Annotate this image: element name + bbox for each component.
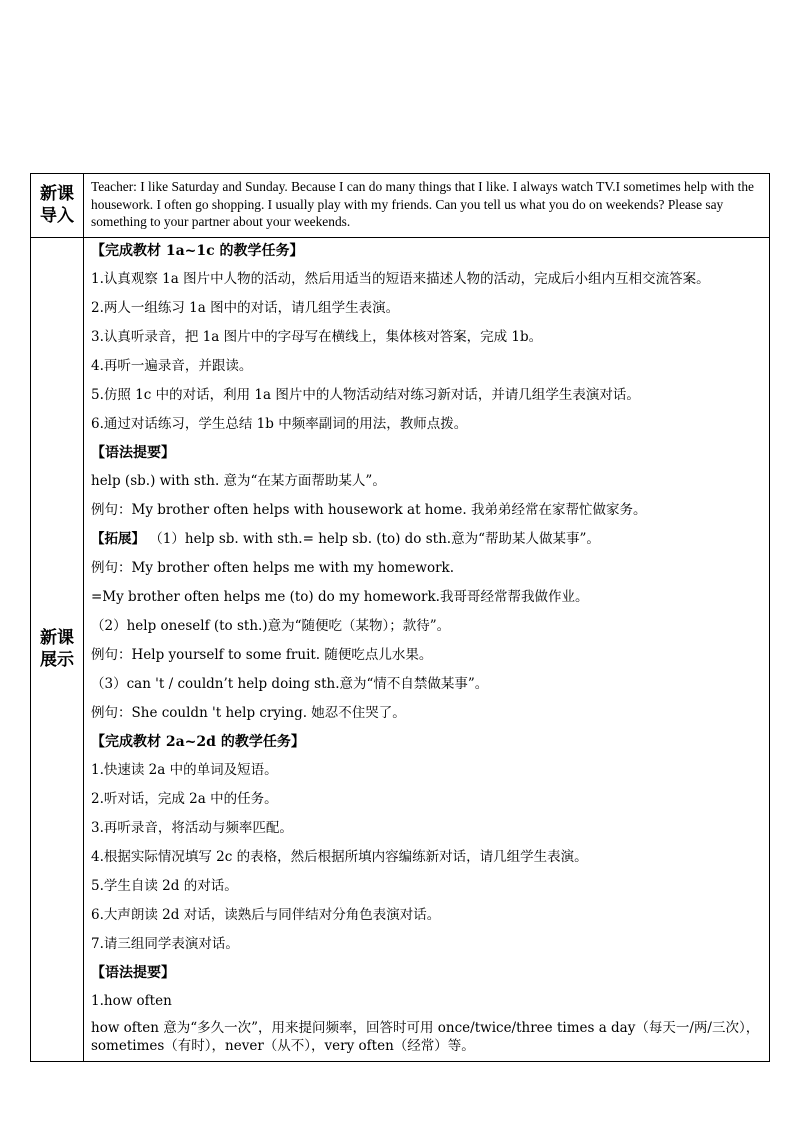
section2-item: 1.快速读 2a 中的单词及短语。: [91, 761, 278, 778]
intro-label-line1: 新课: [40, 184, 74, 205]
intro-label-line2: 导入: [40, 206, 74, 227]
extension-line: =My brother often helps me (to) do my homework.我哥哥经常帮我做作业。: [91, 588, 589, 605]
extension-first-text: （1）help sb. with sth.= help sb. (to) do sth.意为“帮助某人做某事”。: [149, 530, 600, 547]
lesson-plan-sheet: [30, 173, 770, 1062]
section1-item: 1.认真观察 1a 图片中人物的活动，然后用适当的短语来描述人物的活动，完成后小组内互相交流答案。: [91, 270, 710, 287]
grammar2-heading: 【语法提要】: [91, 964, 175, 981]
section2-item: 7.请三组同学表演对话。: [91, 935, 239, 952]
intro-text: Teacher: I like Saturday and Sunday. Because I can do many things that I like. I always watch TV.I sometimes help with the housework. I often go shopping. I usually play with my friends. Can you tell us what you do on weekends? Please say something to your partner about your weekends.: [91, 179, 754, 229]
grammar2-line: how often 意为“多久一次”，用来提问频率，回答时可用 once/twice/three times a day（每天一/两/三次），sometimes（有时），never（从不），very often（经常）等。: [91, 1019, 760, 1054]
intro-content: [84, 174, 770, 238]
section2-item: 2.听对话，完成 2a 中的任务。: [91, 790, 278, 807]
grammar1-heading: 【语法提要】: [91, 444, 175, 461]
extension-line: （2）help oneself (to sth.)意为“随便吃（某物）；款待”。: [91, 617, 451, 634]
section1-item: 3.认真听录音，把 1a 图片中的字母写在横线上，集体核对答案，完成 1b。: [91, 328, 543, 345]
section2-item: 6.大声朗读 2d 对话，读熟后与同伴结对分角色表演对话。: [91, 906, 441, 923]
show-content: [84, 237, 770, 1061]
extension-line: 例句：My brother often helps me with my homework.: [91, 559, 455, 576]
grammar1-line: 例句：My brother often helps with housework at home. 我弟弟经常在家帮忙做家务。: [91, 501, 647, 518]
intro-row: [31, 174, 770, 238]
section1-item: 6.通过对话练习，学生总结 1b 中频率副词的用法，教师点拨。: [91, 415, 468, 432]
extension-first-line: [91, 530, 763, 548]
lesson-table: [30, 173, 770, 1062]
section2-item: 5.学生自读 2d 的对话。: [91, 877, 238, 894]
grammar1-line: help (sb.) with sth. 意为“在某方面帮助某人”。: [91, 472, 386, 489]
intro-label: [31, 174, 84, 238]
grammar2-line: 1.how often: [91, 992, 172, 1009]
section1-heading: 【完成教材 1a~1c 的教学任务】: [91, 242, 304, 259]
show-label: [31, 237, 84, 1061]
show-row: [31, 237, 770, 1061]
section1-item: 5.仿照 1c 中的对话，利用 1a 图片中的人物活动结对练习新对话，并请几组学生表演对话。: [91, 386, 640, 403]
section1-item: 4.再听一遍录音，并跟读。: [91, 357, 253, 374]
extension-heading: 【拓展】: [91, 530, 145, 547]
section2-heading: 【完成教材 2a~2d 的教学任务】: [91, 733, 305, 750]
extension-line: 例句：She couldn 't help crying. 她忍不住哭了。: [91, 704, 406, 721]
section2-item: 4.根据实际情况填写 2c 的表格，然后根据所填内容编练新对话，请几组学生表演。: [91, 848, 588, 865]
extension-line: （3）can 't / couldn’t help doing sth.意为“情不自禁做某事”。: [91, 675, 489, 692]
section2-item: 3.再听录音，将活动与频率匹配。: [91, 819, 293, 836]
extension-line: 例句：Help yourself to some fruit. 随便吃点儿水果。: [91, 646, 433, 663]
show-label-line2: 展示: [40, 650, 74, 670]
section1-item: 2.两人一组练习 1a 图中的对话，请几组学生表演。: [91, 299, 400, 316]
show-label-line1: 新课: [40, 628, 74, 648]
